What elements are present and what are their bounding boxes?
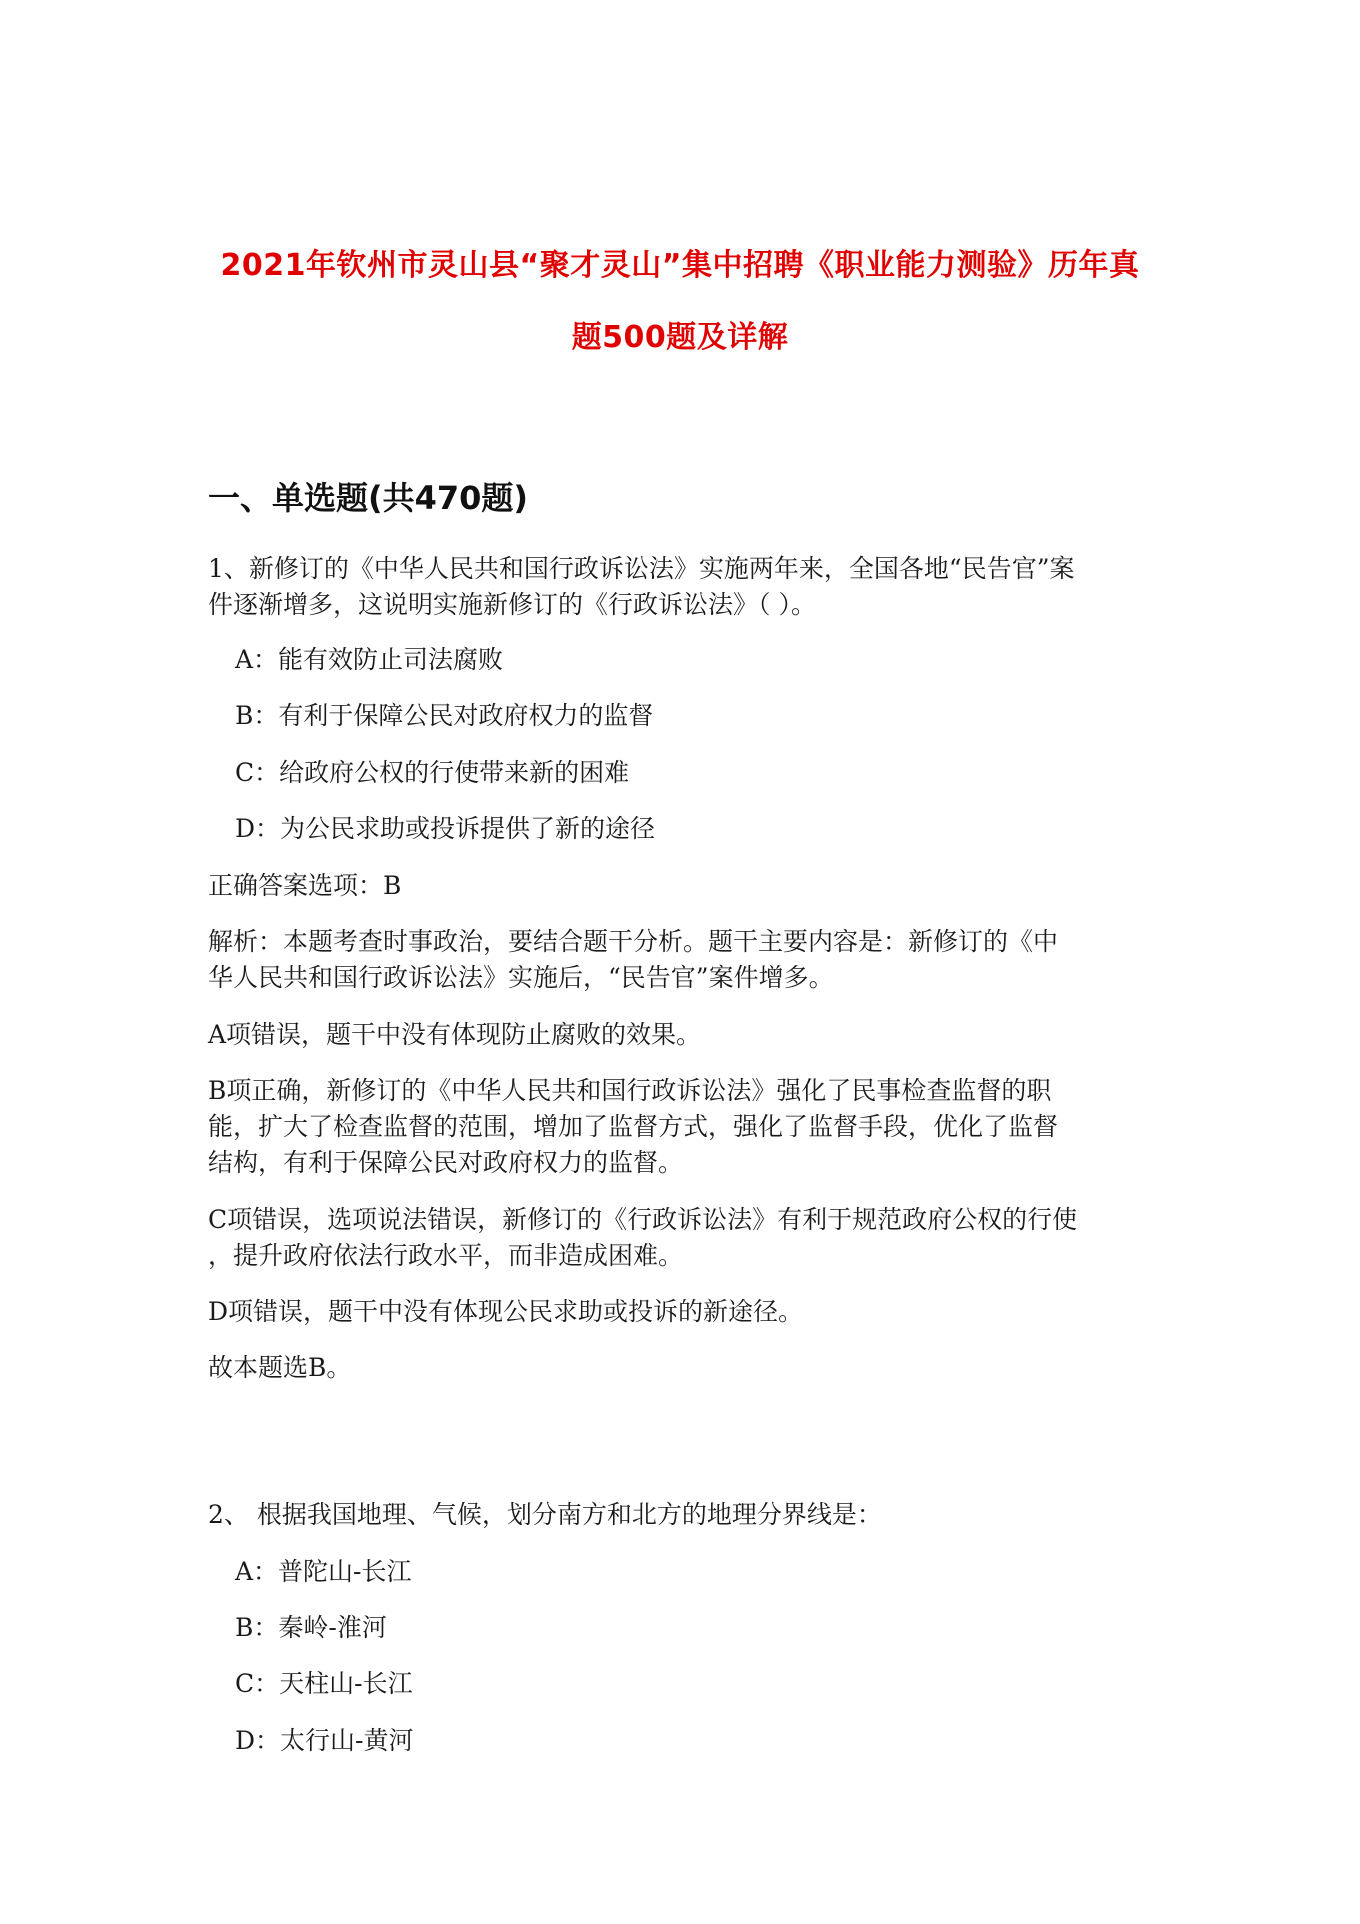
q1-conclusion: 故本题选B。	[208, 1353, 352, 1382]
q2-option-c: C：天柱山-长江	[235, 1669, 413, 1698]
q1-option-a: A：能有效防止司法腐败	[235, 645, 504, 674]
q1-c-note-line-2: ，提升政府依法行政水平，而非造成困难。	[208, 1241, 684, 1270]
q2-option-d: D：太行山-黄河	[235, 1726, 414, 1755]
q1-stem-line-2: 件逐渐增多，这说明实施新修订的《行政诉讼法》（ ）。	[208, 590, 816, 619]
section-heading: 一、单选题(共470题)	[208, 479, 529, 517]
document-title-line-2: 题500题及详解	[571, 320, 789, 355]
q1-d-note: D项错误，题干中没有体现公民求助或投诉的新途径。	[208, 1297, 804, 1326]
q2-stem: 2、 根据我国地理、气候，划分南方和北方的地理分界线是：	[208, 1500, 882, 1529]
q1-stem-line-1: 1、新修订的《中华人民共和国行政诉讼法》实施两年来，全国各地“民告官”案	[208, 554, 1075, 583]
q1-b-note-line-2: 能，扩大了检查监督的范围，增加了监督方式，强化了监督手段，优化了监督	[208, 1112, 1059, 1141]
document-title-line-1: 2021年钦州市灵山县“聚才灵山”集中招聘《职业能力测验》历年真	[220, 248, 1140, 283]
q1-answer: 正确答案选项：B	[208, 871, 402, 900]
q1-option-b: B：有利于保障公民对政府权力的监督	[235, 701, 654, 730]
q2-option-a: A：普陀山-长江	[235, 1557, 412, 1586]
q1-analysis-line-1: 解析：本题考查时事政治，要结合题干分析。题干主要内容是：新修订的《中	[208, 927, 1059, 956]
q1-b-note-line-1: B项正确，新修订的《中华人民共和国行政诉讼法》强化了民事检查监督的职	[208, 1076, 1052, 1105]
q1-c-note-line-1: C项错误，选项说法错误，新修订的《行政诉讼法》有利于规范政府公权的行使	[208, 1205, 1078, 1234]
q1-b-note-line-3: 结构，有利于保障公民对政府权力的监督。	[208, 1148, 684, 1177]
q1-a-note: A项错误，题干中没有体现防止腐败的效果。	[208, 1020, 702, 1049]
q1-option-d: D：为公民求助或投诉提供了新的途径	[235, 814, 656, 843]
q1-option-c: C：给政府公权的行使带来新的困难	[235, 758, 630, 787]
q2-option-b: B：秦岭-淮河	[235, 1613, 387, 1642]
q1-analysis-line-2: 华人民共和国行政诉讼法》实施后，“民告官”案件增多。	[208, 963, 834, 992]
